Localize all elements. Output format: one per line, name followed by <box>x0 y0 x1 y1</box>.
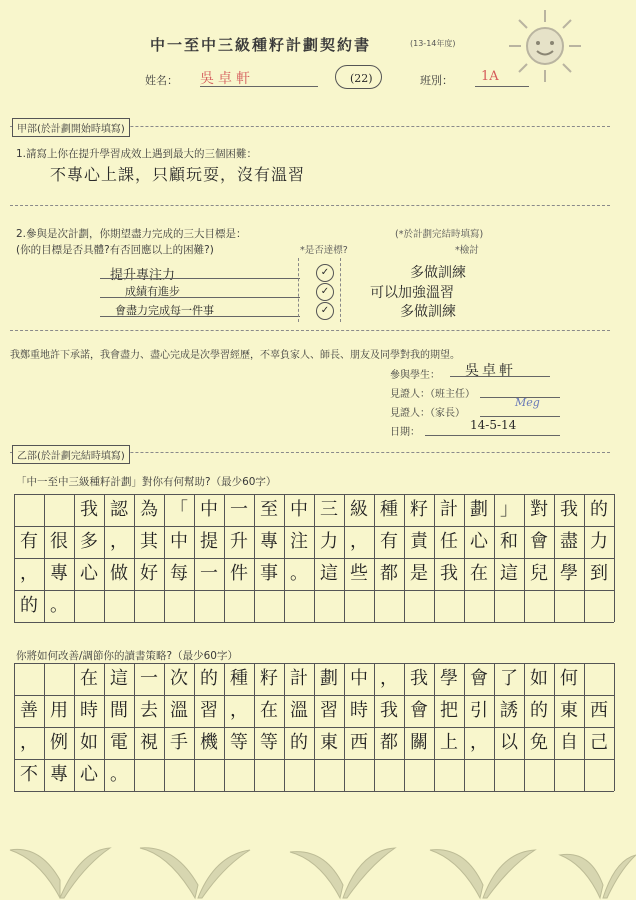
divider <box>10 205 610 206</box>
grid-cell: 兒 <box>530 563 548 584</box>
grid-cell: 多 <box>80 531 98 552</box>
grid-cell: 級 <box>350 499 368 520</box>
grid-cell: ， <box>110 531 128 552</box>
name-label: 姓名： <box>145 74 178 87</box>
class-number-value[interactable]: (22) <box>350 72 373 85</box>
grid-cell: 為 <box>140 499 158 520</box>
grid-cell: 。 <box>110 764 128 785</box>
grid-cell <box>14 663 44 695</box>
goal-1-check[interactable]: ✓ <box>316 264 334 282</box>
grid-cell: 東 <box>560 700 578 721</box>
grid-cell: 」 <box>500 499 518 520</box>
goal-line <box>100 283 300 298</box>
grid-cell: 一 <box>230 499 248 520</box>
grid-cell: 例 <box>50 732 68 753</box>
grid-cell: 一 <box>140 668 158 689</box>
grid-cell: 我 <box>380 700 398 721</box>
grid-cell: 劃 <box>320 668 338 689</box>
grid-cell: 心 <box>80 563 98 584</box>
grid-cell: 心 <box>470 531 488 552</box>
answer-1[interactable]: 不專心上課，只顧玩耍，沒有溫習 <box>50 165 306 184</box>
question-2: 2.參與是次計劃，你期望盡力完成的三大目標是： <box>16 228 247 240</box>
grid-cell: 提 <box>200 531 218 552</box>
grid-cell: 學 <box>440 668 458 689</box>
grid-cell: 專 <box>260 531 278 552</box>
review-2[interactable]: 可以加強溫習 <box>370 285 454 301</box>
page-title: 中一至中三級種籽計劃契約書 <box>150 36 372 54</box>
grid-cell: 習 <box>200 700 218 721</box>
grid-cell <box>44 494 74 526</box>
achieved-header: *是否達標? <box>300 245 348 256</box>
grid-cell: 一 <box>200 563 218 584</box>
grid-cell: 我 <box>410 668 428 689</box>
grid-cell: 有 <box>380 531 398 552</box>
grid-cell: 上 <box>440 732 458 753</box>
grid-cell: 東 <box>320 732 338 753</box>
grid-cell: 用 <box>50 700 68 721</box>
grid-cell: 以 <box>500 732 518 753</box>
grid-cell: 種 <box>380 499 398 520</box>
grid-cell: 力 <box>320 531 338 552</box>
grid-cell: 何 <box>560 668 578 689</box>
grid-cell: 有 <box>20 531 38 552</box>
grid-cell: 很 <box>50 531 68 552</box>
grid-cell: 到 <box>590 563 608 584</box>
sig-teacher-label: 見證人：（班主任） <box>390 389 475 400</box>
grid-cell: 學 <box>560 563 578 584</box>
grid-cell: 中 <box>290 499 308 520</box>
grid-cell: 這 <box>320 563 338 584</box>
grid-cell: 了 <box>500 668 518 689</box>
grid-cell: 的 <box>530 700 548 721</box>
grid-cell: 溫 <box>170 700 188 721</box>
grid-cell: 些 <box>350 563 368 584</box>
part-b-question-2: 你將如何改善/調節你的讀書策略?（最少60字） <box>16 650 238 662</box>
grid-cell: 盡 <box>560 531 578 552</box>
goal-2-check[interactable]: ✓ <box>316 283 334 301</box>
grid-cell: 如 <box>80 732 98 753</box>
grid-cell: 把 <box>440 700 458 721</box>
grid-cell: 計 <box>440 499 458 520</box>
review-header: *檢討 <box>455 245 479 256</box>
grid-cell: 做 <box>110 563 128 584</box>
grid-cell: 在 <box>80 668 98 689</box>
sig-date-label: 日期： <box>390 427 420 438</box>
goal-1[interactable]: 提升專注力 <box>110 268 176 283</box>
grid-cell: 對 <box>530 499 548 520</box>
grid-cell: 心 <box>80 764 98 785</box>
class-value[interactable]: 1A <box>475 69 529 87</box>
goal-line <box>100 264 300 279</box>
grid-cell: 去 <box>140 700 158 721</box>
grid-cell: 不 <box>20 764 38 785</box>
grid-cell: 會 <box>410 700 428 721</box>
goal-2[interactable]: 成績有進步 <box>125 285 180 298</box>
grid-column-line <box>614 663 615 791</box>
grid-cell <box>14 494 44 526</box>
grid-cell: ， <box>470 732 488 753</box>
grid-cell: 引 <box>470 700 488 721</box>
grid-cell: 劃 <box>470 499 488 520</box>
answer-grid-2 <box>14 663 614 791</box>
grid-cell: 至 <box>260 499 278 520</box>
goal-3-check[interactable]: ✓ <box>316 302 334 320</box>
grid-cell: 事 <box>260 563 278 584</box>
review-1[interactable]: 多做訓練 <box>410 265 466 281</box>
grid-cell: 在 <box>470 563 488 584</box>
grid-cell: 等 <box>260 732 278 753</box>
grid-cell: 己 <box>590 732 608 753</box>
grid-cell: 好 <box>140 563 158 584</box>
grid-cell: 中 <box>200 499 218 520</box>
review-3[interactable]: 多做訓練 <box>400 304 456 320</box>
grid-cell: 這 <box>500 563 518 584</box>
grid-cell: 次 <box>170 668 188 689</box>
grid-cell: 專 <box>50 563 68 584</box>
grid-cell: 「 <box>170 499 188 520</box>
grid-cell: 都 <box>380 563 398 584</box>
grid-cell: 時 <box>350 700 368 721</box>
grid-cell: 在 <box>260 700 278 721</box>
grid-cell: 是 <box>410 563 428 584</box>
part-a-label: 甲部(於計劃開始時填寫) <box>12 118 130 137</box>
grid-cell: 的 <box>290 732 308 753</box>
grid-row-line <box>14 622 614 623</box>
grid-row-line <box>14 791 614 792</box>
name-value[interactable]: 吳卓軒 <box>200 68 318 87</box>
grid-cell: 西 <box>350 732 368 753</box>
grid-cell: 其 <box>140 531 158 552</box>
grid-cell: 機 <box>200 732 218 753</box>
grid-cell: 都 <box>380 732 398 753</box>
grid-cell: 我 <box>440 563 458 584</box>
grid-cell: 計 <box>290 668 308 689</box>
grid-cell: 溫 <box>290 700 308 721</box>
grid-cell: 免 <box>530 732 548 753</box>
grid-cell: 注 <box>290 531 308 552</box>
part-b-label: 乙部(於計劃完結時填寫) <box>12 445 130 464</box>
grid-cell: 等 <box>230 732 248 753</box>
grid-cell: 三 <box>320 499 338 520</box>
grid-cell: 件 <box>230 563 248 584</box>
column-divider <box>298 258 299 322</box>
grid-cell: 會 <box>470 668 488 689</box>
grid-cell: 的 <box>590 499 608 520</box>
grid-cell: 。 <box>50 595 68 616</box>
grid-cell: ， <box>20 563 38 584</box>
sig-date-value[interactable]: 14-5-14 <box>470 418 517 432</box>
question-1: 1.請寫上你在提升學習成效上遇到最大的三個困難： <box>16 148 258 160</box>
grid-column-line <box>614 494 615 622</box>
grid-cell: 籽 <box>410 499 428 520</box>
grid-cell: 。 <box>290 563 308 584</box>
grid-cell: 視 <box>140 732 158 753</box>
sig-parent-value[interactable]: Meg <box>515 396 540 409</box>
grid-cell: 籽 <box>260 668 278 689</box>
grid-cell: 手 <box>170 732 188 753</box>
grid-cell: 中 <box>170 531 188 552</box>
grid-cell: 種 <box>230 668 248 689</box>
sig-student-value[interactable]: 吳卓軒 <box>465 363 516 379</box>
grid-cell: 這 <box>110 668 128 689</box>
goal-line <box>100 302 300 317</box>
grid-cell: 時 <box>80 700 98 721</box>
grid-cell: 會 <box>530 531 548 552</box>
grid-cell: 間 <box>110 700 128 721</box>
grid-cell: 自 <box>560 732 578 753</box>
grid-cell: 升 <box>230 531 248 552</box>
grid-cell: 我 <box>560 499 578 520</box>
grid-cell: ， <box>230 700 248 721</box>
school-year: (13-14年度) <box>410 39 456 48</box>
grid-cell: 如 <box>530 668 548 689</box>
grid-cell: ， <box>380 668 398 689</box>
grid-cell: 力 <box>590 531 608 552</box>
grid-cell: 電 <box>110 732 128 753</box>
sig-student-label: 參與學生： <box>390 370 440 381</box>
goal-3[interactable]: 會盡力完成每一件事 <box>115 304 214 317</box>
question-2-sub: (你的目標是否具體?有否回應以上的困難?) <box>16 244 214 256</box>
grid-cell: 西 <box>590 700 608 721</box>
part-b-question-1: 「中一至中三級種籽計劃」對你有何幫助?（最少60字） <box>16 476 277 488</box>
class-label: 班別： <box>420 74 453 87</box>
grid-cell: 習 <box>320 700 338 721</box>
grid-cell: 誘 <box>500 700 518 721</box>
question-2-note: (*於計劃完結時填寫) <box>395 229 484 240</box>
grid-cell: 我 <box>80 499 98 520</box>
answer-grid-1 <box>14 494 614 622</box>
grid-cell: 認 <box>110 499 128 520</box>
grid-cell: 每 <box>170 563 188 584</box>
column-divider <box>340 258 341 322</box>
grid-cell: 任 <box>440 531 458 552</box>
sig-parent-label: 見證人：（家長） <box>390 408 465 419</box>
grid-cell: 的 <box>20 595 38 616</box>
grid-cell: 專 <box>50 764 68 785</box>
pledge-text: 我鄭重地許下承諾，我會盡力、盡心完成是次學習經歷，不辜負家人、師長、朋友及同學對我的期望。 <box>10 350 460 361</box>
grid-cell: ， <box>350 531 368 552</box>
grid-cell: 善 <box>20 700 38 721</box>
grid-cell: 中 <box>350 668 368 689</box>
divider <box>10 330 610 331</box>
grid-cell: 責 <box>410 531 428 552</box>
grid-cell: 關 <box>410 732 428 753</box>
grid-cell: 和 <box>500 531 518 552</box>
grid-cell: ， <box>20 732 38 753</box>
leaf-border-decoration <box>0 820 636 900</box>
grid-cell: 的 <box>200 668 218 689</box>
grid-cell <box>44 663 74 695</box>
